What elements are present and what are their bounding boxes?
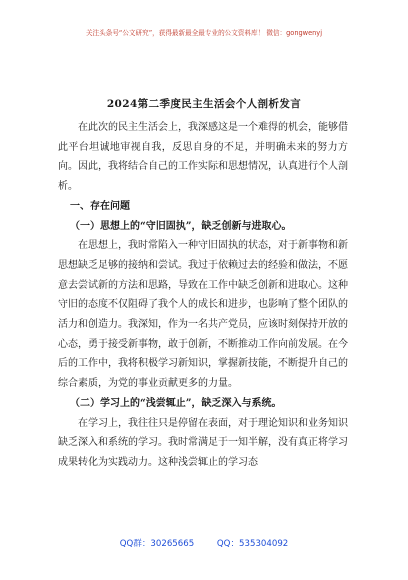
- subsection-heading-1: （一）思想上的“守旧固执”，缺乏创新与进取心。: [70, 220, 292, 232]
- footer-qq: QQ：535304092: [216, 539, 289, 549]
- body-paragraph-1: 在思想上，我时常陷入一种守旧固执的状态，对于新事物和新思想缺乏足够的接纳和尝试。我过于依赖过去的经验和做法，不愿意去尝试新的方法和思路，导致在工作中缺乏创新和进取心。这种守旧的态度不仅阻碍了我个人的成长和进步，也影响了整个团队的活力和创造力。我深知，作为一名共产党员，应该时刻保持开放的心态，勇于接受新事物，敢于创新，不断推动工作向前发展。在今后的工作中，我将积极学习新知识，掌握新技能，不断提升自己的综合素质，为党的事业贡献更多的力量。: [58, 240, 348, 390]
- document-title: 2024第二季度民主生活会个人剖析发言: [106, 98, 302, 110]
- footer-contact: [0, 537, 408, 549]
- subsection-heading-2: （二）学习上的“浅尝辄止”，缺乏深入与系统。: [70, 397, 282, 409]
- body-paragraph-2: 在学习上，我往往只是停留在表面，对于理论知识和业务知识缺乏深入和系统的学习。我时常满足于一知半解，没有真正将学习成果转化为实践动力。这种浅尝辄止的学习态: [58, 417, 348, 468]
- footer-qq-group: QQ群：30265665: [119, 539, 195, 549]
- intro-paragraph: 在此次的民主生活会上，我深感这是一个难得的机会，能够借此平台坦诚地审视自我，反思自身的不足，并明确未来的努力方向。因此，我将结合自己的工作实际和思想情况，认真进行个人剖析。: [58, 122, 348, 193]
- document-body: [58, 118, 348, 473]
- promo-banner: 关注头条号“公文研究”，获得最新最全最专业的公文资料库！ 微信：gongwenyj: [85, 29, 323, 37]
- section-heading: 一、存在问题: [70, 200, 130, 212]
